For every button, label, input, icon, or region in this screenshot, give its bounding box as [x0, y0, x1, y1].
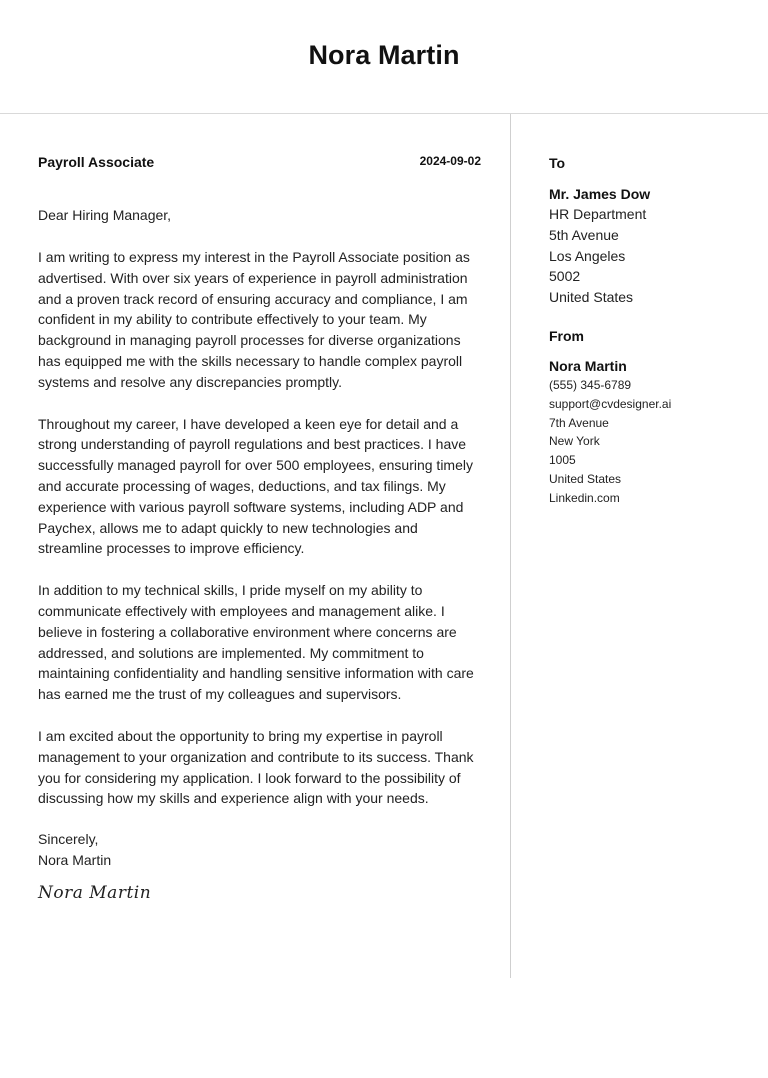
paragraph-3: In addition to my technical skills, I pride myself on my ability to communicate effectively with employees and management alike. I believe in fostering a collaborative environment where concerns are addressed, and solutions are implemented. My commitment to maintaining confidentiality and handling sensitive information with care has earned me the trust of my colleagues and supervisors.: [38, 582, 474, 703]
sender-link: Linkedin.com: [549, 490, 620, 505]
paragraph-2: Throughout my career, I have developed a keen eye for detail and a strong understanding of payroll regulations and best practices. I have successfully managed payroll for over 500 employees, ensuring timely and accurate processing of wages, deductions, and tax filings. My experience with various payroll software systems, including ADP and Paychex, allows me to adapt quickly to new technologies and streamline processes to improve efficiency.: [38, 415, 473, 557]
recipient-country: United States: [549, 289, 634, 306]
sender-name: Nora Martin: [549, 357, 627, 374]
letter-header: [0, 0, 768, 114]
sender-phone: (555) 345-6789: [549, 377, 632, 392]
letter-date: 2024-09-02: [419, 154, 481, 168]
signature: Nora Martin: [38, 883, 152, 904]
salutation: Dear Hiring Manager,: [38, 207, 172, 223]
sender-country: United States: [549, 471, 622, 486]
recipient-city: Los Angeles: [549, 247, 626, 264]
page-title: Nora Martin: [308, 40, 460, 70]
recipient-street: 5th Avenue: [549, 226, 619, 243]
column-divider: [510, 114, 511, 978]
job-title: Payroll Associate: [38, 154, 155, 170]
from-label: From: [549, 327, 584, 344]
closing: Sincerely,: [38, 831, 99, 848]
letter-body: [38, 154, 481, 903]
letter-meta: [38, 154, 481, 174]
address-sidebar: [549, 154, 759, 508]
recipient-postal: 5002: [549, 268, 581, 285]
sender-city: New York: [549, 434, 600, 449]
to-label: To: [549, 155, 566, 171]
closing-sender-name: Nora Martin: [38, 852, 112, 869]
sender-street: 7th Avenue: [549, 415, 609, 430]
sender-postal: 1005: [549, 453, 576, 468]
sender-email: support@cvdesigner.ai: [549, 396, 672, 411]
recipient-department: HR Department: [549, 206, 647, 222]
paragraph-4: I am excited about the opportunity to bring my expertise in payroll management to your organization and contribute to its success. Thank you for considering my application. I look forward to the possibility of discussing how my skills and experience align with your needs.: [38, 727, 474, 807]
paragraph-1: I am writing to express my interest in the Payroll Associate position as advertised. With over six years of experience in payroll administration and a proven track record of ensuring accuracy and compliance, I am confident in my ability to contribute effectively to your team. My background in managing payroll processes for diverse organizations has equipped me with the skills necessary to handle complex payroll systems and resolve any discrepancies promptly.: [38, 249, 470, 390]
recipient-name: Mr. James Dow: [549, 186, 651, 202]
